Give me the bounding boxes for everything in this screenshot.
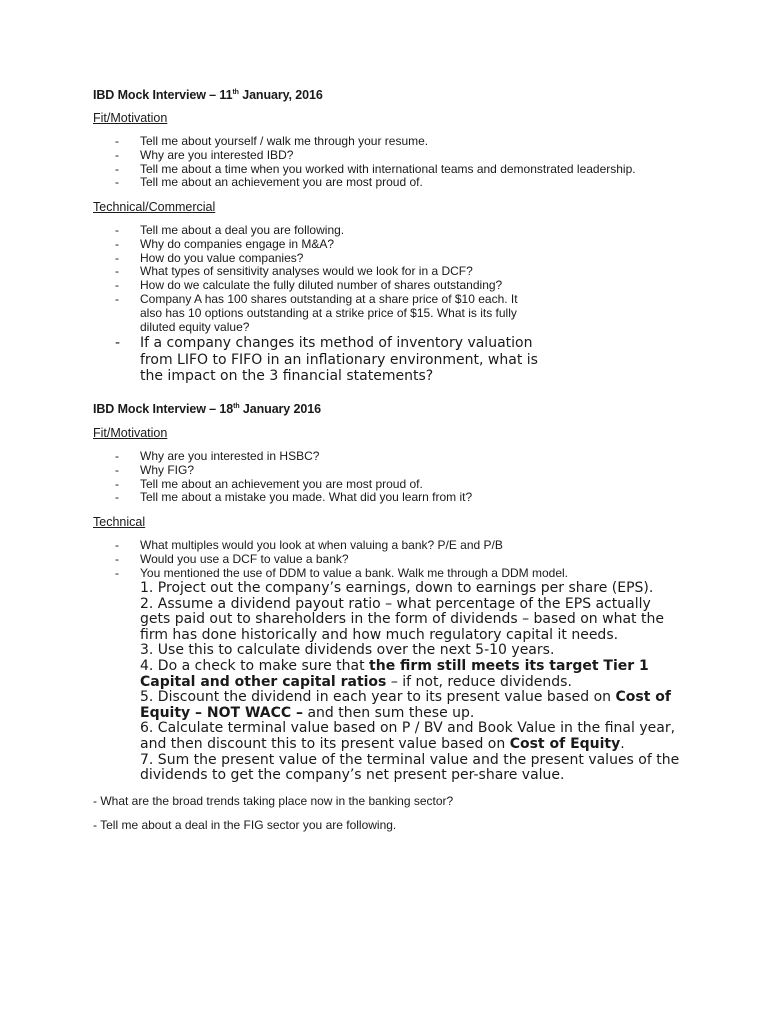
ddm-step-2: 2. Assume a dividend payout ratio – what percentage of the EPS actually gets paid out to shareholders in the form of dividends – based on what the firm has done historically and how much regulatory capital it needs. — [140, 595, 664, 643]
ddm-step-7: 7. Sum the present value of the terminal value and the present values of the dividends to get the company’s net present per-share value. — [140, 751, 680, 784]
question-text: Tell me about a deal you are following. — [140, 223, 345, 237]
list-item — [0, 252, 680, 266]
bullet-dash: - — [115, 134, 119, 148]
question-text: Why are you interested in HSBC? — [140, 449, 320, 463]
list-item — [0, 238, 680, 252]
bullet-dash: - — [115, 264, 119, 279]
section-fit-motivation-1: Fit/Motivation — [93, 111, 168, 125]
trailing-question-banking-trends: - What are the broad trends taking place now in the banking sector? — [93, 794, 454, 808]
list-item — [0, 464, 472, 478]
ddm-steps — [140, 581, 680, 784]
step-text: 6. Calculate terminal value based on P / BV and Book Value in the final year, and then discount this to its present value based on — [140, 720, 676, 752]
question-text: What multiples would you look at when valuing a bank? P/E and P/B — [140, 538, 503, 552]
step-text: 4. Do a check to make sure that — [140, 657, 370, 674]
bullet-dash: - — [115, 551, 119, 566]
question-text: How do we calculate the fully diluted number of shares outstanding? — [140, 278, 503, 293]
list-item — [0, 279, 680, 293]
bullet-dash: - — [115, 490, 119, 505]
bullet-dash: - — [115, 565, 119, 580]
question-text: Tell me about a time when you worked with international teams and demonstrated leadership. — [140, 161, 636, 176]
list-item — [0, 224, 680, 238]
question-text: Why FIG? — [140, 462, 195, 477]
ddm-step-3: 3. Use this to calculate dividends over the next 5-10 years. — [140, 642, 555, 659]
list-item — [0, 450, 472, 464]
bullet-dash: - — [115, 147, 119, 162]
list-item — [0, 553, 568, 567]
step-text: – if not, reduce dividends. — [386, 673, 572, 690]
section-technical-2: Technical — [93, 515, 146, 529]
bullet-dash: - — [115, 223, 119, 237]
technical-question-list-1 — [0, 224, 680, 384]
bullet-dash: - — [115, 462, 119, 477]
list-item — [0, 135, 636, 149]
ddm-step-4 — [140, 659, 680, 690]
list-item — [0, 293, 540, 334]
list-item — [0, 149, 636, 163]
step-text: . — [620, 735, 625, 752]
question-text: Would you use a DCF to value a bank? — [140, 551, 349, 566]
title-text: IBD Mock Interview – 18 — [93, 402, 234, 416]
title-text: IBD Mock Interview – 11 — [93, 88, 233, 102]
section-fit-motivation-2: Fit/Motivation — [93, 426, 168, 440]
step-emphasis: the firm still meets its target Tier 1 Capital and other capital ratios — [140, 657, 649, 690]
question-text: What types of sensitivity analyses would we look for in a DCF? — [140, 264, 473, 279]
bullet-dash: - — [115, 538, 119, 552]
question-text: Company A has 100 shares outstanding at a share price of $10 each. It also has 10 options outstanding at a strike price of $15. What is its fully diluted equity value? — [140, 291, 518, 334]
question-text: Tell me about an achievement you are most proud of. — [140, 175, 423, 190]
ddm-step-1: 1. Project out the company’s earnings, down to earnings per share (EPS). — [140, 580, 654, 596]
question-text: If a company changes its method of inventory valuation from LIFO to FIFO in an inflationary environment, what is the impact on the 3 financial statements? — [140, 335, 538, 384]
list-item — [0, 567, 568, 581]
bullet-dash: - — [115, 236, 119, 251]
step-emphasis: Cost of Equity — [509, 735, 621, 752]
fit-question-list-1 — [0, 135, 636, 190]
list-item — [0, 539, 568, 553]
fit-question-list-2 — [0, 450, 472, 505]
bullet-dash: - — [115, 449, 119, 463]
step-text: and then sum these up. — [303, 704, 475, 721]
interview-2-title — [93, 402, 321, 416]
question-text: Tell me about a mistake you made. What did you learn from it? — [140, 490, 473, 505]
ddm-step-5 — [140, 690, 680, 721]
list-item — [0, 491, 472, 505]
technical-question-list-2 — [0, 539, 568, 580]
step-emphasis: Cost of Equity – NOT WACC – — [140, 689, 672, 721]
title-date: January 2016 — [239, 402, 321, 416]
question-text: How do you value companies? — [140, 250, 304, 265]
bullet-dash: - — [115, 175, 119, 190]
list-item-large — [0, 334, 540, 384]
trailing-question-fig-deal: - Tell me about a deal in the FIG sector you are following. — [93, 818, 397, 832]
section-technical-commercial: Technical/Commercial — [93, 200, 216, 214]
bullet-dash: - — [115, 250, 119, 265]
question-text: You mentioned the use of DDM to value a bank. Walk me through a DDM model. — [140, 565, 568, 580]
question-text: Tell me about an achievement you are most proud of. — [140, 476, 423, 491]
list-item — [0, 163, 636, 177]
bullet-dash: - — [115, 291, 119, 306]
list-item — [0, 265, 680, 279]
title-superscript: th — [232, 88, 239, 96]
bullet-dash: - — [115, 476, 119, 491]
title-superscript: th — [233, 402, 240, 410]
bullet-dash: - — [115, 335, 121, 352]
list-item — [0, 478, 472, 492]
list-item — [0, 176, 636, 190]
question-text: Why are you interested IBD? — [140, 147, 294, 162]
question-text: Why do companies engage in M&A? — [140, 236, 335, 251]
step-text: 5. Discount the dividend in each year to its present value based on — [140, 689, 616, 706]
title-date: January, 2016 — [238, 88, 323, 102]
ddm-step-6 — [140, 721, 680, 752]
question-text: Tell me about yourself / walk me through your resume. — [140, 134, 429, 148]
bullet-dash: - — [115, 278, 119, 293]
bullet-dash: - — [115, 161, 119, 176]
interview-1-title — [93, 88, 323, 102]
